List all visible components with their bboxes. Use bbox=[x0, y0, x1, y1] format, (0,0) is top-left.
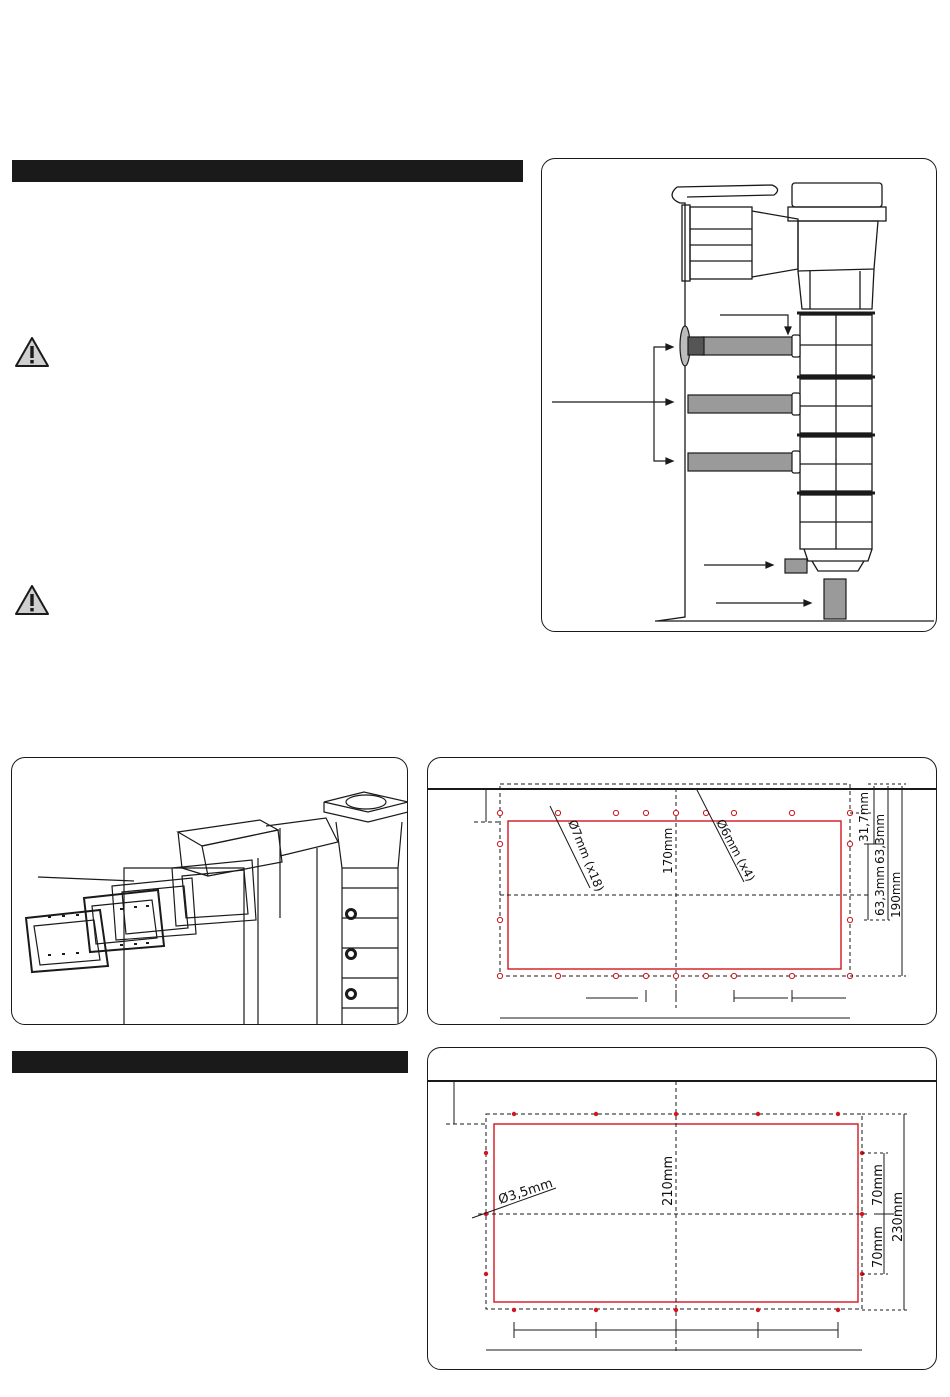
drilling-template-a-drawing bbox=[428, 758, 937, 1025]
exploded-view-panel bbox=[11, 757, 408, 1025]
template-a-offset-top: 31,7mm bbox=[857, 791, 871, 842]
drilling-template-a-panel bbox=[427, 757, 937, 1025]
template-b-height-inner: 210mm bbox=[661, 1155, 676, 1206]
skimmer-side-view-panel bbox=[541, 158, 937, 632]
template-b-spacing-1: 70mm bbox=[871, 1164, 886, 1206]
warning-triangle-icon bbox=[14, 584, 50, 616]
template-a-height-inner: 170mm bbox=[661, 827, 675, 874]
section-header-bar-bottom bbox=[12, 1051, 408, 1073]
template-b-height-outer: 230mm bbox=[891, 1191, 906, 1242]
section-header-bar-top bbox=[12, 160, 523, 182]
template-a-height-outer: 190mm bbox=[889, 871, 903, 918]
template-b-hole-label: Ø3,5mm bbox=[496, 1176, 555, 1208]
drilling-template-b-drawing bbox=[428, 1048, 937, 1370]
template-a-hole-label-large: Ø6mm (x4) bbox=[713, 816, 758, 884]
template-a-spacing-1: 63,3mm bbox=[873, 813, 887, 864]
skimmer-side-view-drawing bbox=[542, 159, 937, 632]
template-a-hole-label-small: Ø7mm (x18) bbox=[565, 817, 607, 894]
exploded-view-drawing bbox=[12, 758, 408, 1025]
drilling-template-b-panel bbox=[427, 1047, 937, 1370]
template-b-spacing-2: 70mm bbox=[871, 1226, 886, 1268]
warning-triangle-icon bbox=[14, 336, 50, 368]
template-a-spacing-2: 63,3mm bbox=[873, 865, 887, 916]
